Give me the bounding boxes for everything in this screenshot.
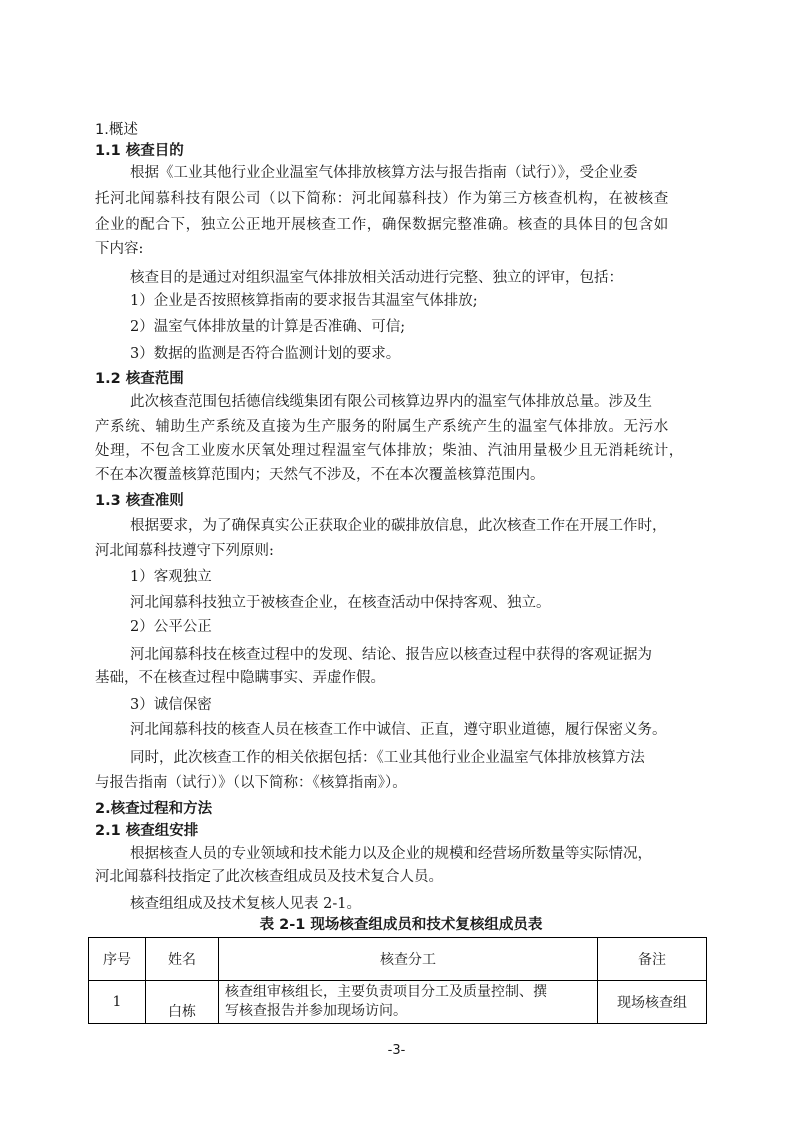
- paragraph-line: 同时，此次核查工作的相关依据包括：《工业其他行业企业温室气体排放核算方法: [130, 750, 645, 766]
- team-table: [88, 937, 707, 1024]
- cell-note: 现场核查组: [598, 981, 707, 1024]
- paragraph-line: 下内容:: [95, 241, 144, 257]
- paragraph-line: 根据核查人员的专业领域和技术能力以及企业的规模和经营场所数量等实际情况，: [130, 846, 652, 862]
- paragraph-line: 根据《工业其他行业企业温室气体排放核算方法与报告指南（试行）》，受企业委: [130, 165, 638, 181]
- header-duty: 核查分工: [219, 938, 598, 981]
- heading-1-2-scope: 1.2 核查范围: [95, 371, 184, 387]
- duty-line: 核查组审核组长，主要负责项目分工及质量控制、撰: [225, 984, 547, 1000]
- paragraph-line: 处理，不包含工业废水厌氧处理过程温室气体排放；柴油、汽油用量极少且无消耗统计，: [95, 443, 684, 459]
- heading-2-process: 2.核查过程和方法: [95, 801, 213, 817]
- list-item: 1）客观独立: [130, 569, 212, 585]
- paragraph-line: 基础，不在核查过程中隐瞒事实、弄虚作假。: [95, 670, 385, 686]
- cell-duty: [219, 981, 598, 1024]
- paragraph-line: 河北闻慕科技的核查人员在核查工作中诚信、正直，遵守职业道德，履行保密义务。: [130, 722, 667, 738]
- header-no: 序号: [89, 938, 146, 981]
- list-item: 2）公平公正: [130, 619, 212, 635]
- paragraph-line: 与报告指南（试行）》（以下简称：《核算指南》）。: [95, 775, 407, 791]
- table-header-row: [89, 938, 707, 981]
- paragraph-line: 此次核查范围包括德信线缆集团有限公司核算边界内的温室气体排放总量。涉及生: [130, 394, 652, 410]
- paragraph-line: 河北闻慕科技指定了此次核查组成员及技术复合人员。: [95, 869, 443, 885]
- heading-1-1-purpose: 1.1 核查目的: [95, 143, 184, 159]
- list-item: 3）诚信保密: [130, 697, 212, 713]
- cell-name: 白栋: [146, 981, 219, 1024]
- heading-1-3-criteria: 1.3 核查准则: [95, 493, 184, 509]
- paragraph-line: 根据要求，为了确保真实公正获取企业的碳排放信息，此次核查工作在开展工作时，: [130, 518, 667, 534]
- list-item: 2）温室气体排放量的计算是否准确、可信;: [130, 319, 406, 335]
- heading-2-1-team: 2.1 核查组安排: [95, 823, 199, 839]
- table-row: [89, 981, 707, 1024]
- paragraph-line: 产系统、辅助生产系统及直接为生产服务的附属生产系统产生的温室气体排放。无污水: [95, 419, 669, 435]
- paragraph-line: 核查目的是通过对组织温室气体排放相关活动进行完整、独立的评审，包括：: [130, 270, 623, 286]
- heading-1-overview: 1.概述: [95, 122, 138, 138]
- paragraph-line: 企业的配合下，独立公正地开展核查工作，确保数据完整准确。核查的具体目的包含如: [95, 217, 669, 233]
- page-number: -3-: [387, 1043, 406, 1058]
- paragraph-line: 河北闻慕科技在核查过程中的发现、结论、报告应以核查过程中获得的客观证据为: [130, 647, 652, 663]
- list-item: 3）数据的监测是否符合监测计划的要求。: [130, 346, 401, 362]
- paragraph-line: 不在本次覆盖核算范围内；天然气不涉及，不在本次覆盖核算范围内。: [95, 467, 545, 483]
- list-item: 1）企业是否按照核算指南的要求报告其温室气体排放;: [130, 293, 478, 309]
- paragraph-line: 河北闻慕科技遵守下列原则:: [95, 543, 274, 559]
- paragraph-line: 核查组组成及技术复核人见表 2-1。: [130, 896, 361, 912]
- header-note: 备注: [598, 938, 707, 981]
- paragraph-line: 托河北闻慕科技有限公司（以下简称：河北闻慕科技）作为第三方核查机构，在被核查: [95, 191, 669, 207]
- table-caption: 表 2-1 现场核查组成员和技术复核组成员表: [259, 917, 543, 933]
- cell-no: 1: [89, 981, 146, 1024]
- paragraph-line: 河北闻慕科技独立于被核查企业，在核查活动中保持客观、独立。: [130, 595, 551, 611]
- header-name: 姓名: [146, 938, 219, 981]
- duty-line: 写核查报告并参加现场访问。: [225, 1003, 407, 1019]
